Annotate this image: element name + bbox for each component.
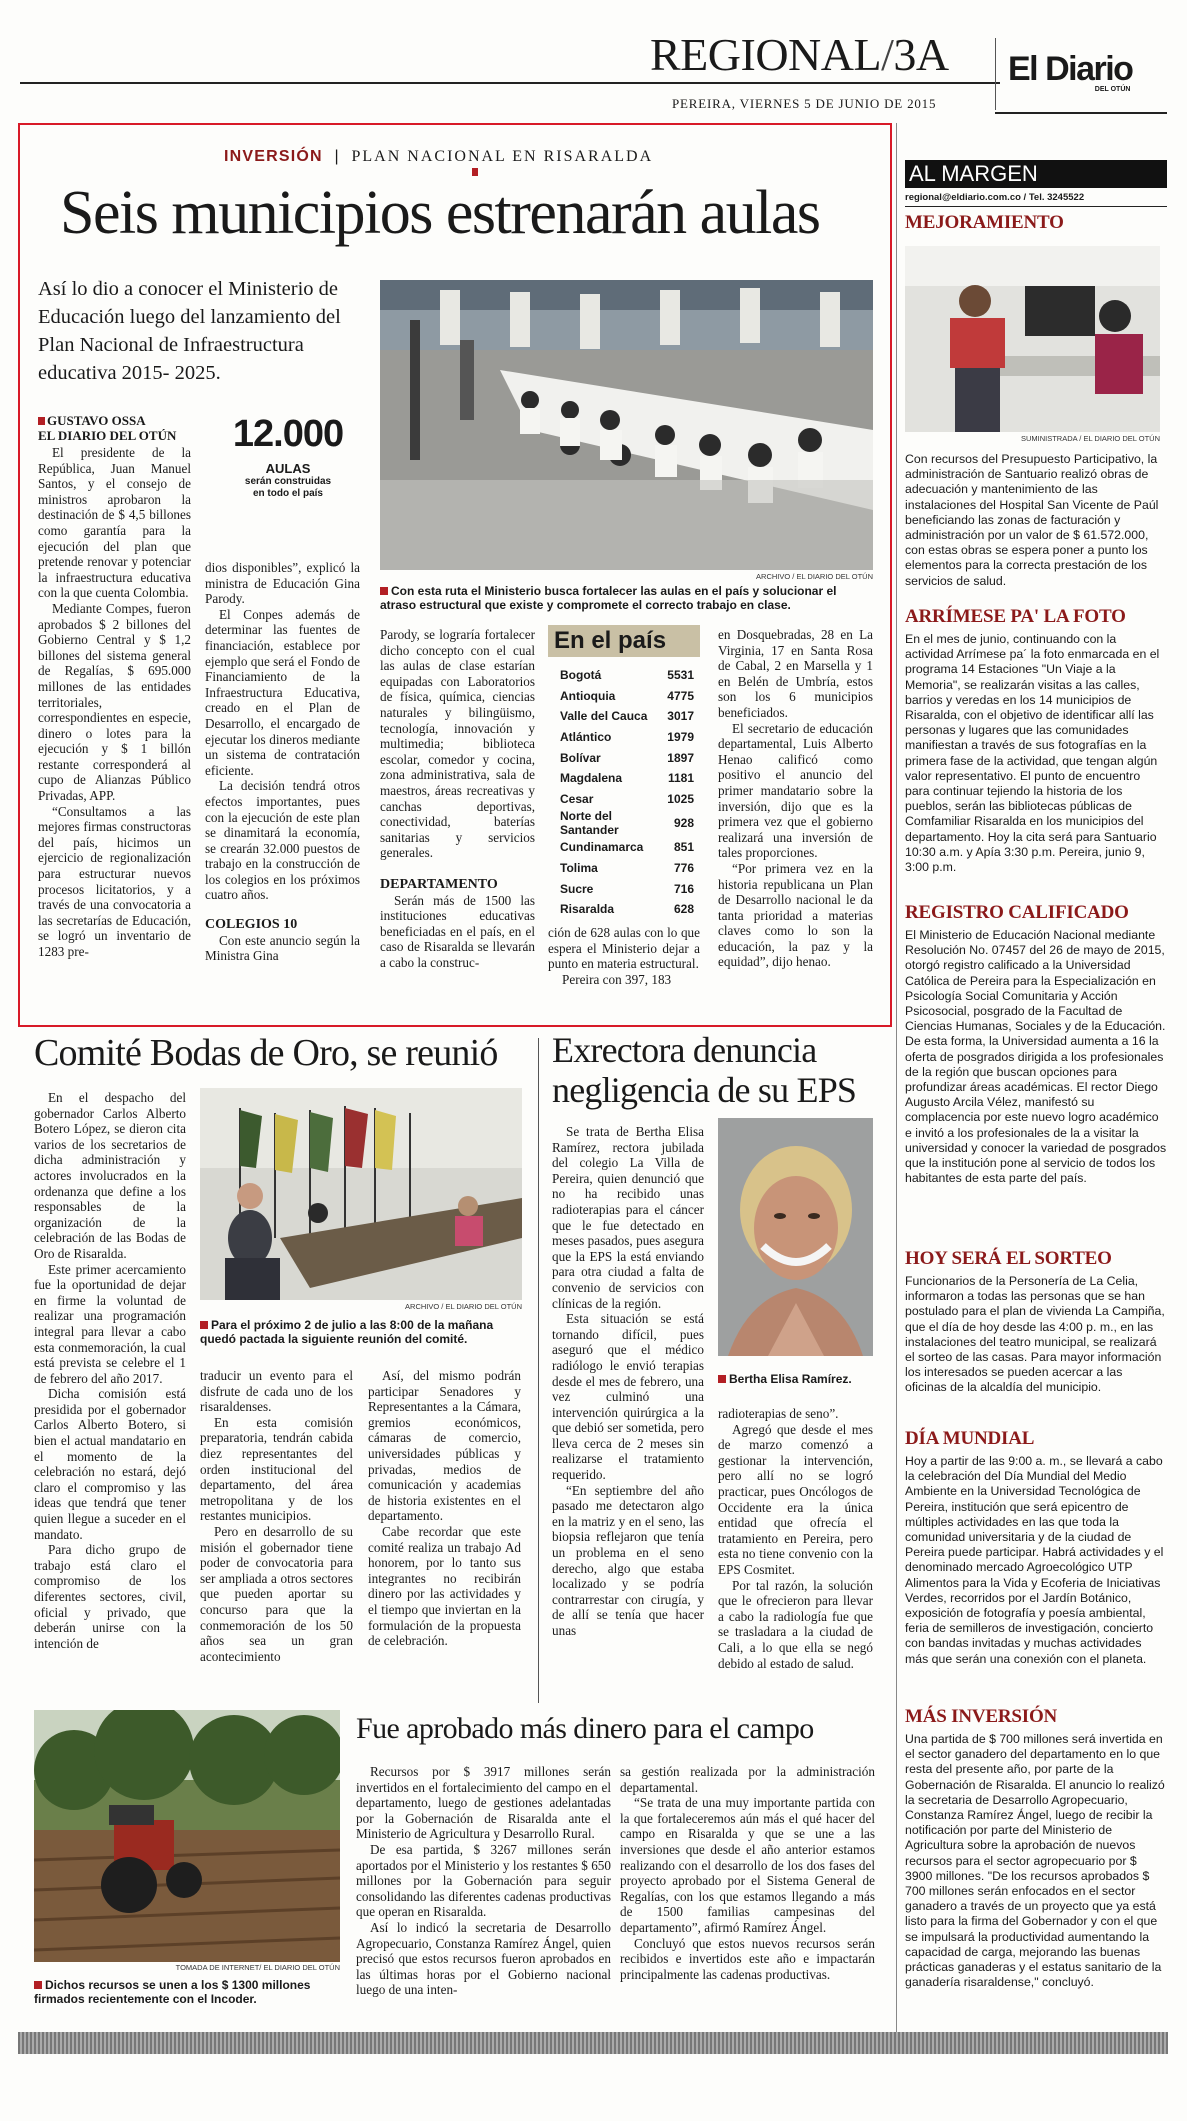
campo-col1-p3: Así lo indicó la secretaria de Desarrollo Agropecuario, Constanza Ramírez Ángel, quien precisó que estos recursos fueron aprobados en las últimas horas por el Gobierno nacional luego de una inten- xyxy=(356,1919,611,1998)
ranking-row xyxy=(560,747,694,768)
masthead-rule xyxy=(20,82,1000,84)
campo-caption-text: Dichos recursos se unen a los $ 1300 millones firmados recientemente con el Incoder. xyxy=(34,1978,311,2006)
bodas-caption-text: Para el próximo 2 de julio a las 8:00 de la mañana quedó pactada la siguiente reunión del comité. xyxy=(200,1318,494,1346)
ranking-table xyxy=(560,665,694,920)
margen-title: AL MARGEN xyxy=(905,160,1167,188)
section-title: REGIONAL/3A xyxy=(650,29,949,80)
registro-text: El Ministerio de Educación Nacional mediante Resolución No. 07457 del 26 de mayo de 2015, otorgó registro calificado a la Universidad Católica de Pereira para la Especialización en Psicología Social Comunitaria y Acción Psicosocial, posgrado de la Facultad de Ciencias Humanas, Sociales y de la Educación. De esta forma, la Universidad aumenta a 16 la oferta de posgrados dirigida a los profesionales de la región que buscan opciones para profundizar áreas académicas. El rector Diego Augusto Arcila Vélez, manifestó su complacencia por este nuevo logro académico e invitó a los profesionales de la a visitar la universidad y conocer la variedad de posgrados que la institución pone al servicio de todos los habitantes de esta parte del país. xyxy=(905,928,1167,1186)
ranking-row xyxy=(560,837,694,858)
main-col1 xyxy=(38,445,191,960)
ranking-value: 1979 xyxy=(667,730,694,745)
bottom-bar xyxy=(18,2032,1168,2054)
mejoramiento-photo xyxy=(905,246,1160,432)
logo-text: El Diario xyxy=(1008,50,1133,88)
bodas-headline: Comité Bodas de Oro, se reunió xyxy=(34,1032,498,1074)
main-col2 xyxy=(205,560,360,964)
sidebar-divider xyxy=(896,123,897,2043)
campo-col2-p1: sa gestión realizada por la administración departamental. xyxy=(620,1764,875,1795)
ranking-department: Atlántico xyxy=(560,730,612,745)
ranking-department: Risaralda xyxy=(560,902,615,917)
campo-col2 xyxy=(620,1764,875,1982)
ranking-department: Norte del Santander xyxy=(560,809,619,838)
section-name: REGIONAL xyxy=(650,29,882,80)
stat-label: AULAS xyxy=(265,461,311,476)
ranking-department: Cundinamarca xyxy=(560,840,644,855)
dia-text: Hoy a partir de las 9:00 a. m., se llevará a cabo la celebración del Día Mundial del Medio Ambiente en la Universidad Tecnológica de Pereira, institución que será epicentro de múltiples actividades en las que toda la comunidad universitaria y de la ciudad de Pereira puede participar. Habrá actividades y el denominado mercado Agroecológico UTP Alimentos para la Vida y Ecoferia de Iniciativas Verdes, recorridos por el Jardín Botánico, exposición de fotografía y poesía ambiental, feria de semilleros de investigación, concierto con bandas invitadas y muchas actividades más que serán una conexión con el planeta. xyxy=(905,1454,1164,1666)
main-photo-caption-text: Con esta ruta el Ministerio busca fortalecer las aulas en el país y solucionar el atraso estructural que existe y compromete el correcto trabajo en clase. xyxy=(380,584,837,612)
margen-contact: regional@eldiario.com.co / Tel. 3245522 xyxy=(905,192,1085,203)
exrectora-caption xyxy=(718,1372,873,1386)
bodas-col3-p1: Así, del mismo podrán participar Senadores y Representantes a la Cámara, gremios económicos, cámaras de comercio, universidades públicas y privadas, medios de comunicación y academias de historia existentes en el departamento. xyxy=(368,1368,521,1524)
ranking-department: Cesar xyxy=(560,791,594,806)
main-col3-p2: Serán más de 1500 las instituciones educativas beneficiadas en el país, en el caso de Risaralda se llevarán a cabo la construc- xyxy=(380,892,535,970)
main-photo-credit: ARCHIVO / EL DIARIO DEL OTÚN xyxy=(756,572,873,581)
ranking-row xyxy=(560,789,694,810)
caption-marker xyxy=(34,1981,42,1989)
foto-text: En el mes de junio, continuando con la actividad Arrímese pa´ la foto enmarcada en el programa 14 Estaciones "Un Viaje a la Memoria", se realizarán visitas a las calles, barrios y veredas en los 14 municipios de Risaralda, con el objetivo de identificar allí las personas y lugares que las comunidades manifiestan a través de sus fotografías en la primera fase de la actividad, que tengan algún valor representativo. El punto de encuentro para continuar tejiendo la historia de los pueblos, serán las bibliotecas públicas de Comfamiliar Risaralda en los municipios del departamento. Hoy la cita será para Santuario 10:30 a.m. y Apía 3:30 p.m. Pereira, junio 9, 3:00 p.m. xyxy=(905,632,1160,875)
main-col3-p1: Parody, se lograría fortalecer dicho concepto con el cual las aulas de clase estarían equipadas con Laboratorios de física, química, ciencias naturales y bilingüismo, tecnología, innovación y multimedia; biblioteca escolar, comedor y cocina, zona administrativa, sala de maestros, áreas recreativas y canchas deportivas, conectividad, baterías sanitarias y servicios generales. xyxy=(380,627,535,861)
ranking-value: 928 xyxy=(673,816,694,831)
exrectora-col2-p3: Por tal razón, la solución que le ofrecieron para llevar a cabo la radiología fue que se trasladara a la ciudad de Cali, a lo que ella se negó debido al estado de salud. xyxy=(718,1577,873,1671)
ranking-department: Valle del Cauca xyxy=(560,709,648,724)
bodas-col1-p3: Dicha comisión está presidida por el gobernador Carlos Alberto Botero, si bien el actual mandatario en el momento de la celebración no estará, dejó claro el compromiso y las ideas que tendrá que tener quien llegue a suceder en el mandato. xyxy=(34,1386,186,1542)
main-photo xyxy=(380,280,873,570)
exrectora-col1 xyxy=(552,1124,704,1639)
bodas-col3 xyxy=(368,1368,521,1649)
main-col1-p2: Mediante Compes, fueron aprobados $ 2 billones del Gobierno Central y $ 1,2 billones del sistema general de Regalías, $ 695.000 millones de las entidades territoriales, correspondientes en especie, dinero o lotes para la ejecución y $ 1 billón restante corresponderá al cupo de Alianzas Público Privadas, APP. xyxy=(38,600,191,804)
main-col3 xyxy=(380,627,535,970)
logo xyxy=(1008,52,1132,93)
main-col5 xyxy=(718,627,873,970)
main-col2-p1: dios disponibles”, explicó la ministra de Educación Gina Parody. xyxy=(205,560,360,607)
exrectora-col1-p1: Se trata de Bertha Elisa Ramírez, rectora jubilada del colegio La Villa de Pereira, quien denunció que no ha recibido unas radioterapias para el cáncer que le fue detectado en meses pasados, pues asegura que la EPS la está enviando para otra ciudad a falta de convenio de servicios con clínicas de la región. xyxy=(552,1124,704,1311)
main-col1-p3: “Consultamos a las mejores firmas constructoras del país, hicimos un ejercicio de regionalización para estructurar nuevos procesos licitatorios, y a través de una convocatoria a las secretarías de Educación, se logró un inventario de 1283 pre- xyxy=(38,803,191,959)
ranking-row xyxy=(560,727,694,748)
dateline: PEREIRA, VIERNES 5 DE JUNIO DE 2015 xyxy=(672,96,937,111)
main-col4-p1: ción de 628 aulas con lo que espera el Ministerio dejar a punto en materia estructural. xyxy=(548,925,700,972)
inversion-head: MÁS INVERSIÓN xyxy=(905,1706,1058,1727)
main-photo-caption xyxy=(380,584,872,612)
foto-head: ARRÍMESE PA' LA FOTO xyxy=(905,606,1126,627)
exrectora-col1-p2: Esta situación se está tornando difícil, pues aseguró que el médico radiólogo le envió terapias desde el mes de febrero, una vez culminó una intervención quirúrgica a la que debió ser sometida, pero lleva cerca de 2 meses sin realizarse el tratamiento requerido. xyxy=(552,1311,704,1483)
stat-sub: serán construidas en todo el país xyxy=(244,476,332,499)
main-col2-p2: El Conpes además de determinar las fuentes de financiación, establece por ejemplo que será el Fondo de Financiamiento de la Infraestructura Educativa, creado en el Plan de Desarrollo, el encargado de ejecutar los dineros mediante un sistema de contratación eficiente. xyxy=(205,606,360,778)
exrectora-col1-p3: “En septiembre del año pasado me detectaron algo en la matriz y en el seno, las biopsia reflejaron que tenía un problema en el seno derecho, algo que estaba localizado y se podría contrarrestar con cirugía, y de allí se tenía que hacer unas xyxy=(552,1482,704,1638)
ranking-value: 1897 xyxy=(667,750,694,765)
ranking-row xyxy=(560,768,694,789)
main-col1-p1: El presidente de la República, Juan Manuel Santos, y el consejo de ministros aprobaron la destinación de $ 4,5 billones como garantía para la ejecución del plan que pretende renovar y potenciar la infraestructura educativa con la que cuenta Colombia. xyxy=(38,445,191,601)
page-number: 3A xyxy=(893,29,949,80)
byline-block xyxy=(38,413,176,443)
bodas-col2-p1: traducir un evento para el disfrute de cada uno de los risaraldenses. xyxy=(200,1368,353,1415)
main-col2-p3: La decisión tendrá otros efectos importantes, pues con la ejecución de este plan se dinamitará la economía, se crearán 32.000 puestos de trabajo en la construcción de los colegios en los próximos cuatro años. xyxy=(205,778,360,903)
main-col2-p4: Con este anuncio según la Ministra Gina xyxy=(205,932,360,964)
bodas-col1-p1: En el despacho del gobernador Carlos Alberto Botero López, se dieron cita varios de los secretarios de dicha administración y actores involucrados en la ordenanza que define a los responsables de la organización de la celebración de las Bodas de Oro de Risaralda. xyxy=(34,1090,186,1261)
registro-head: REGISTRO CALIFICADO xyxy=(905,902,1129,923)
margen-rule xyxy=(905,206,1167,207)
ranking-department: Bogotá xyxy=(560,668,602,683)
main-col5-p3: “Por primera vez en la historia republicana un Plan de Desarrollo nacional le da tanta prioridad a materias claves como lo son la educación, la paz y la equidad”, dijo henao. xyxy=(718,860,873,970)
sorteo-head: HOY SERÁ EL SORTEO xyxy=(905,1248,1112,1269)
masthead-rule-right xyxy=(995,112,1167,114)
inversion-text: Una partida de $ 700 millones será invertida en el sector ganadero del departamento en lo que resta del presente año, por parte de la Gobernación de Risaralda. El anuncio lo realizó la secretaria de Desarrollo Agropecuario, Constanza Ramírez Ángel, luego de recibir la notificación por parte del Ministerio de Agricultura sobre la aprobación de nuevos recursos para el sector agropecuario por $ 3900 millones. "De los recursos aprobados $ 700 millones serán enfocados en el sector ganadero a través de un proyecto que ya está listo para la firma del Gobernador y con el que se impulsará la productividad aumentando la capacidad de carga, mejorando las buenas prácticas ganaderas y el estatus sanitario de la ganadería risaraldense," concluyó. xyxy=(905,1732,1165,1990)
campo-col1-p2: De esa partida, $ 3267 millones serán aportados por el Ministerio y los restantes $ 650 millones por la Gobernación para seguir consolidando las diferentes cadenas productivas que operan en Risaralda. xyxy=(356,1841,611,1920)
sorteo-text: Funcionarios de la Personería de La Celia, informaron a todas las personas que se han postulado para el plan de vivienda La Campiña, que el día de hoy desde las 4:00 p. m., en las instalaciones del teatro municipal, se realizará el sorteo de las casas. Para mayor información los interesados se pueden acercar a las oficinas de la alcaldía del municipio. xyxy=(905,1274,1165,1395)
logo-subtext: DEL OTÚN xyxy=(1094,86,1131,93)
kicker-marker xyxy=(472,168,478,176)
bodas-photo-credit: ARCHIVO / EL DIARIO DEL OTÚN xyxy=(405,1302,522,1311)
main-col5-p2: El secretario de educación departamental, Luis Alberto Henao calificó como positivo el anuncio del primer mandatario sobre la inversión, dijo que es la primera vez que el gobierno realizará una inversión de tales proporciones. xyxy=(718,720,873,861)
campo-photo xyxy=(34,1710,340,1962)
campo-photo-credit: TOMADA DE INTERNET/ EL DIARIO DEL OTÚN xyxy=(175,1963,340,1972)
campo-caption xyxy=(34,1978,344,2006)
ranking-value: 4775 xyxy=(667,688,694,703)
bodas-col2-p2: En esta comisión preparatoria, tendrán cabida diez representantes del orden institucional del departamento, del área metropolitana y de los restantes municipios. xyxy=(200,1414,353,1524)
byline-marker xyxy=(38,417,45,425)
ranking-value: 628 xyxy=(673,902,694,917)
campo-headline: Fue aprobado más dinero para el campo xyxy=(356,1712,814,1745)
main-col5-p1: en Dosquebradas, 28 en La Virginia, 17 en Santa Rosa de Cabal, 2 en Marsella y 1 en Belén de Umbría, estos son los 6 municipios beneficiados. xyxy=(718,627,873,720)
caption-marker xyxy=(380,587,388,595)
ranking-department: Magdalena xyxy=(560,771,623,786)
campo-col1 xyxy=(356,1764,611,1998)
ranking-value: 1181 xyxy=(667,771,694,786)
campo-col2-p3: Concluyó que estos nuevos recursos serán recibidos e invertidos este año e impactarán principalmente las cadenas productivas. xyxy=(620,1935,875,1982)
ranking-value: 776 xyxy=(673,861,694,876)
campo-col2-p2: “Se trata de una muy importante partida con la que fortaleceremos aún más el qué hacer del campo en Risaralda y que se une a las inversiones que desde el año anterior estamos realizando con el desarrollo de los dos fases del proyecto aprobado por el Sistema General de Regalías, con los que estamos llegando a más de 1500 familias campesinas del departamento”, afirmó Ramírez Ángel. xyxy=(620,1795,875,1935)
ranking-row xyxy=(560,878,694,899)
ranking-department: Antioquia xyxy=(560,688,616,703)
ranking-value: 5531 xyxy=(667,668,694,683)
mejoramiento-credit: SUMINISTRADA / EL DIARIO DEL OTÚN xyxy=(1020,434,1160,443)
bodas-col2-p3: Pero en desarrollo de su misión el gobernador tiene poder de convocatoria para ser ampliada a otros sectores que pueden aportar su concurso para que la conmemoración de los 50 años sea un gran acontecimiento xyxy=(200,1523,353,1664)
bodas-col1-p2: Este primer acercamiento fue la oportunidad de dejar en firme la voluntad de realizar una programación integral para llevar a cabo esta conmemoración, la cual está prevista se celebre el 1 de febrero del año 2017. xyxy=(34,1261,186,1386)
ranking-value: 1025 xyxy=(667,791,694,806)
mejoramiento-text: Con recursos del Presupuesto Participativo, la administración de Santuario realizó obras de adecuación y mantenimiento de las instalaciones del Hospital San Vicente de Paúl beneficiando las zonas de facturación y administración por un valor de $ 61.572.000, con estas obras se espera poner a punto los elementos para la correcta prestación de los servicios de salud. xyxy=(905,452,1159,588)
kicker: INVERSIÓN | PLAN NACIONAL EN RISARALDA xyxy=(224,148,654,165)
bodas-col2 xyxy=(200,1368,353,1664)
byline: GUSTAVO OSSA xyxy=(47,413,146,428)
main-col4-p2: Pereira con 397, 183 xyxy=(562,971,672,987)
ranking-row xyxy=(560,686,694,707)
ranking-value: 3017 xyxy=(667,709,694,724)
main-headline: Seis municipios estrenarán aulas xyxy=(60,179,820,247)
ranking-department: Sucre xyxy=(560,881,594,896)
sub-colegios: COLEGIOS 10 xyxy=(205,917,298,933)
mejoramiento-head: MEJORAMIENTO xyxy=(905,212,1064,233)
main-col4 xyxy=(548,925,700,987)
exrectora-col2-p1: radioterapias de seno”. xyxy=(718,1406,839,1421)
caption-marker xyxy=(200,1321,208,1329)
main-deck: Así lo dio a conocer el Ministerio de Educación luego del lanzamiento del Plan Nacional de Infraestructura educativa 2015- 2025. xyxy=(38,278,341,384)
ranking-row xyxy=(560,899,694,920)
column-divider xyxy=(538,1038,539,1703)
ranking-department: Tolima xyxy=(560,861,598,876)
stat-box xyxy=(218,413,358,500)
ranking-title: En el país xyxy=(548,625,700,657)
exrectora-photo xyxy=(718,1118,873,1356)
bodas-col1-p4: Para dicho grupo de trabajo está claro el compromiso de los diferentes sectores, civil, oficial y privado, que deberán unirse con la intención de xyxy=(34,1542,186,1651)
ranking-row xyxy=(560,665,694,686)
exrectora-col2-p2: Agregó que desde el mes de marzo comenzó a gestionar la intervención, pero allí no se logró practicar, pues Oncólogos de Occidente era la única entidad que ofrecía el tratamiento en Pereira, pero esta no tiene convenio con la EPS Cosmitet. xyxy=(718,1421,873,1577)
sub-departamento: DEPARTAMENTO xyxy=(380,876,498,892)
ranking-department: Bolívar xyxy=(560,750,601,765)
exrectora-col2 xyxy=(718,1406,873,1671)
ranking-box xyxy=(548,625,700,917)
exrectora-caption-text: Bertha Elisa Ramírez. xyxy=(729,1372,852,1386)
ranking-value: 716 xyxy=(673,881,694,896)
ranking-row xyxy=(560,706,694,727)
bodas-col3-p2: Cabe recordar que este comité realiza un trabajo Ad honorem, por lo tanto sus integrantes no recibirán dinero por las actividades y el tiempo que inviertan en la formulación de la propuesta de celebración. xyxy=(368,1523,521,1649)
outlet: EL DIARIO DEL OTÚN xyxy=(38,428,177,443)
ranking-value: 851 xyxy=(673,840,694,855)
exrectora-headline: Exrectora denuncia negligencia de su EPS xyxy=(552,1030,857,1110)
dia-head: DÍA MUNDIAL xyxy=(905,1428,1035,1449)
ranking-row xyxy=(560,809,694,837)
bodas-col1 xyxy=(34,1090,186,1651)
bodas-photo xyxy=(200,1088,522,1300)
bodas-caption xyxy=(200,1318,522,1346)
masthead-divider xyxy=(995,38,996,110)
kicker-sub: PLAN NACIONAL EN RISARALDA xyxy=(351,148,654,165)
ranking-row xyxy=(560,858,694,879)
kicker-label: INVERSIÓN xyxy=(224,148,323,165)
campo-col1-p1: Recursos por $ 3917 millones serán invertidos en el fortalecimiento del campo en el departamento, luego de gestiones adelantadas por la Gobernación de Risaralda ante el Ministerio de Agricultura y Desarrollo Rural. xyxy=(356,1764,611,1842)
caption-marker xyxy=(718,1375,726,1383)
stat-number: 12.000 xyxy=(232,413,344,455)
